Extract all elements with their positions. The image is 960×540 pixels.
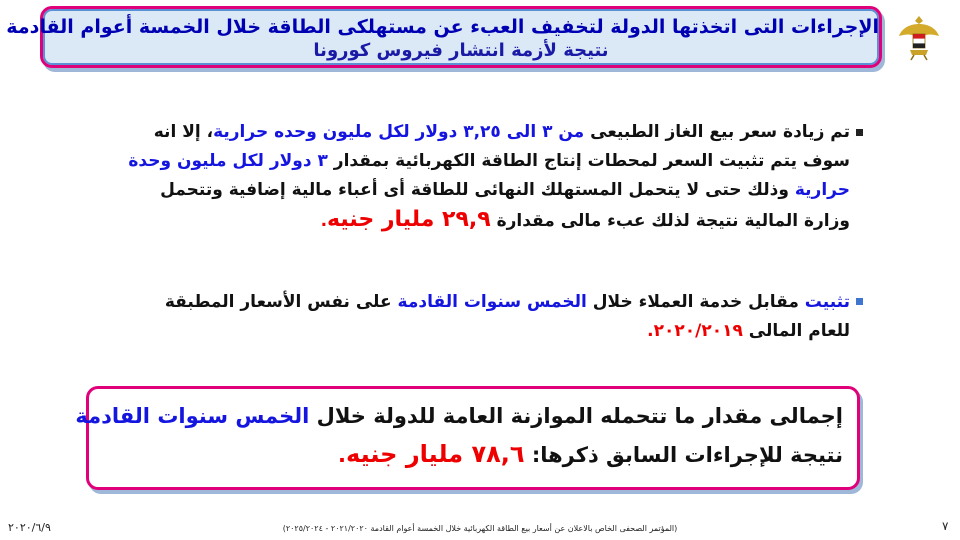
bullet-line: وزارة المالية نتيجة لذلك عبء مالى مقدارة ٢٩,٩ مليار جنيه. [320,207,850,232]
bullet-line: سوف يتم تثبيت السعر لمحطات إنتاج الطاقة الكهربائية بمقدار ٣ دولار لكل مليون وحدة [128,151,850,171]
slide-title-box [6,6,882,68]
slide-title: الإجراءات التى اتخذتها الدولة لتخفيف العبء عن مستهلكى الطاقة خلال الخمسة أعوام القادمة [6,16,879,38]
highlight-fiscal-year: ٢٠٢٠/٢٠١٩ [653,321,743,341]
summary-box [75,386,860,490]
highlight-fixed-price: ٣ دولار لكل مليون وحدة [128,151,328,171]
page-number: ٧ [942,519,949,533]
highlight-total-78-6: ٧٨,٦ مليار جنيه [346,440,525,468]
bullet-natural-gas-price [90,118,850,236]
highlight-cost-29-9: ٢٩,٩ مليار جنيه [327,207,491,232]
footer-date: ٢٠٢٠/٦/٩ [8,521,51,534]
slide-subtitle: نتيجة لأزمة انتشار فيروس كورونا [313,40,609,61]
bullet-line: تثبيت مقابل خدمة العملاء خلال الخمس سنوات القادمة على نفس الأسعار المطبقة [164,292,850,312]
egypt-eagle-emblem-icon [896,12,942,62]
summary-line: إجمالى مقدار ما تتحمله الموازنة العامة للدولة خلال الخمس سنوات القادمة [75,404,843,428]
highlight-gas-price: من ٣ الى ٣,٢٥ دولار لكل مليون وحده حرارية [213,122,585,142]
bullet-line: حرارية وذلك حتى لا يتحمل المستهلك النهائى للطاقة أى أعباء مالية إضافية وتتحمل [160,180,850,200]
highlight-five-years: الخمس سنوات القادمة [75,404,310,428]
bullet-marker [856,298,863,305]
bullet-line: للعام المالى ٢٠٢٠/٢٠١٩. [647,321,850,341]
bullet-line: تم زيادة سعر بيع الغاز الطبيعى من ٣ الى ٣,٢٥ دولار لكل مليون وحده حرارية، إلا انه [153,122,850,142]
summary-line: نتيجة للإجراءات السابق ذكرها: ٧٨,٦ مليار جنيه. [338,440,843,468]
bullet-marker [856,129,863,136]
footer-caption: (المؤتمر الصحفى الخاص بالاعلان عن أسعار بيع الطاقة الكهربائية خلال الخمسة أعوام القادمة ٢٠٢١/٢٠٢٠ - ٢٠٢٥/٢٠٢٤) [282,524,678,533]
bullet-customer-service-fee [90,288,850,346]
highlight-five-years: الخمس سنوات القادمة [397,292,587,312]
